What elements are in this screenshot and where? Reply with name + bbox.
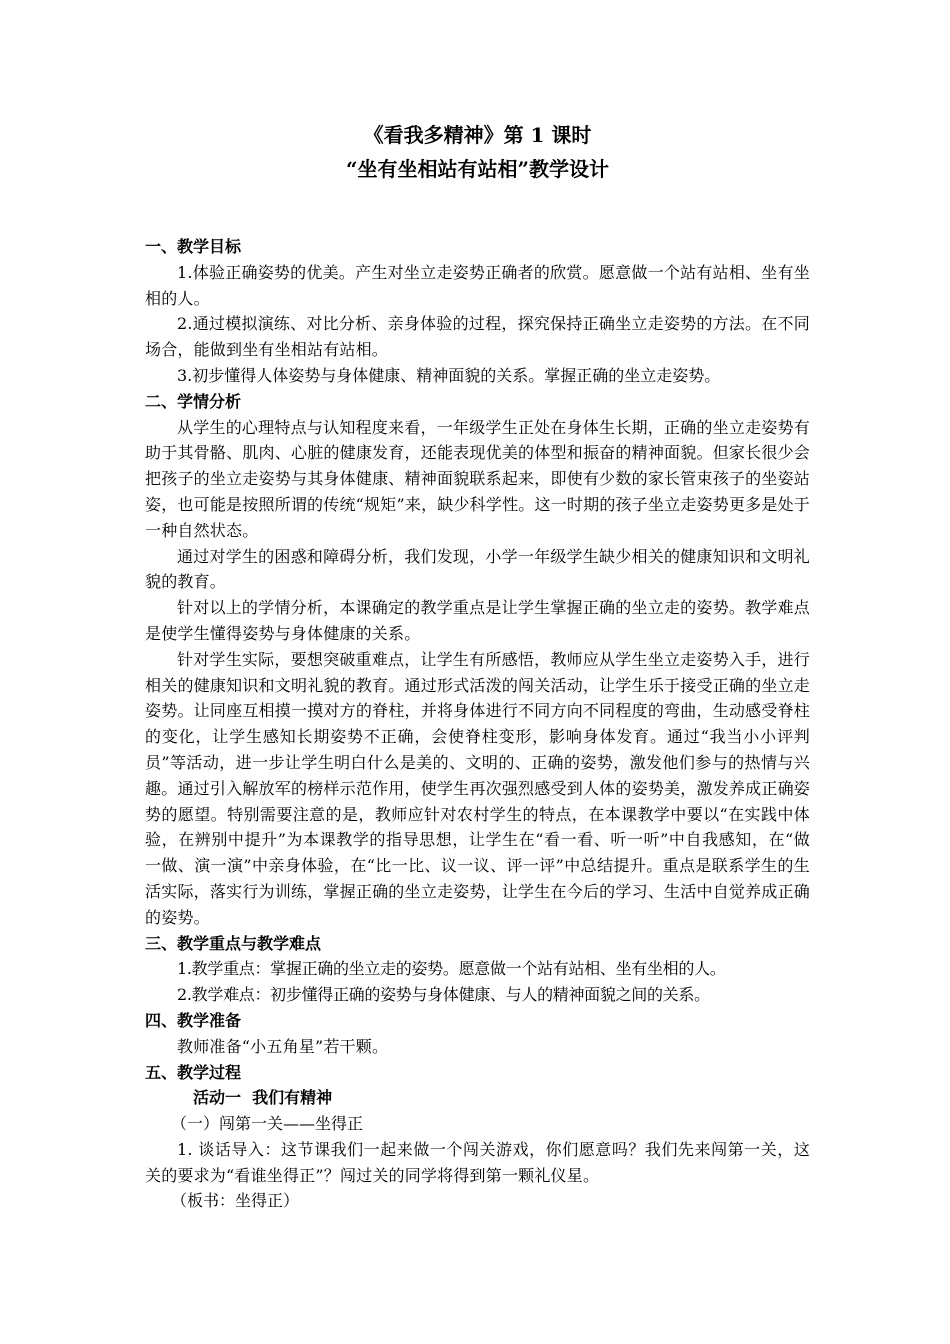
process-paragraph: 1. 谈话导入：这节课我们一起来做一个闯关游戏，你们愿意吗？我们先来闯第一关，这关的要求为“看谁坐得正”？闯过关的同学将得到第一颗礼仪星。 xyxy=(145,1139,810,1185)
preparation-paragraph: 教师准备“小五角星”若干颗。 xyxy=(177,1036,389,1056)
analysis-paragraph: 针对学生实际，要想突破重难点，让学生有所感悟，教师应从学生坐立走姿势入手，进行相关的健康知识和文明礼貌的教育。通过形式活泼的闯关活动，让学生乐于接受正确的坐立走姿势。让同座互相摸一摸对方的脊柱，并将身体进行不同方向不同程度的弯曲，生动感受脊柱的变化，让学生感知长期姿势不正确，会使脊柱变形，影响身体发育。通过“我当小小评判员”等活动，进一步让学生明白什么是美的、文明的、正确的姿势，激发他们参与的热情与兴趣。通过引入解放军的榜样示范作用，使学生再次强烈感受到人体的姿势美，激发养成正确姿势的愿望。特别需要注意的是，教师应针对农村学生的特点，在本课教学中要以“在实践中体验，在辨别中提升”为本课教学的指导思想，让学生在“看一看、听一听”中自我感知，在“做一做、演一演”中亲身体验，在“比一比、议一议、评一评”中总结提升。重点是联系学生的生活实际，落实行为训练，掌握正确的坐立走姿势，让学生在今后的学习、生活中自觉养成正确的姿势。 xyxy=(145,649,810,927)
analysis-paragraph: 通过对学生的困惑和障碍分析，我们发现，小学一年级学生缺少相关的健康知识和文明礼貌的教育。 xyxy=(145,546,810,592)
analysis-paragraph: 针对以上的学情分析，本课确定的教学重点是让学生掌握正确的坐立走的姿势。教学难点是使学生懂得姿势与身体健康的关系。 xyxy=(145,598,810,643)
document-title: 《看我多精神》第 1 课时 xyxy=(363,123,592,147)
title-block xyxy=(145,118,810,186)
section-heading-goals: 一、教学目标 xyxy=(145,237,242,256)
section-heading-key-points: 三、教学重点与教学难点 xyxy=(145,933,322,953)
section-heading-process: 五、教学过程 xyxy=(145,1062,242,1082)
document-page xyxy=(145,118,810,1214)
goal-paragraph: 3.初步懂得人体姿势与身体健康、精神面貌的关系。掌握正确的坐立走姿势。 xyxy=(177,365,721,385)
goal-paragraph: 2.通过模拟演练、对比分析、亲身体验的过程，探究保持正确坐立走姿势的方法。在不同场合，能做到坐有坐相站有站相。 xyxy=(145,314,810,360)
key-point-paragraph: 1.教学重点：掌握正确的坐立走的姿势。愿意做一个站有站相、坐有坐相的人。 xyxy=(177,959,726,979)
document-subtitle: “坐有坐相站有站相”教学设计 xyxy=(345,157,609,181)
activity-title: 活动一 我们有精神 xyxy=(193,1088,333,1108)
section-heading-analysis: 二、学情分析 xyxy=(145,391,242,411)
analysis-paragraph: 从学生的心理特点与认知程度来看，一年级学生正处在身体生长期，正确的坐立走姿势有助于其骨骼、肌肉、心脏的健康发育，还能表现优美的体型和振奋的精神面貌。但家长很少会把孩子的坐立走姿势与其身体健康、精神面貌联系起来，即使有少数的家长管束孩子的坐姿站姿，也可能是按照所谓的传统“规矩”来，缺少科学性。这一时期的孩子坐立走姿势更多是处于一种自然状态。 xyxy=(145,417,810,540)
board-note: （板书：坐得正） xyxy=(171,1191,300,1211)
section-heading-preparation: 四、教学准备 xyxy=(145,1010,242,1030)
difficulty-paragraph: 2.教学难点：初步懂得正确的姿势与身体健康、与人的精神面貌之间的关系。 xyxy=(177,985,710,1005)
step-title: （一）闯第一关——坐得正 xyxy=(171,1114,364,1134)
goal-paragraph: 1.体验正确姿势的优美。产生对坐立走姿势正确者的欣赏。愿意做一个站有站相、坐有坐相的人。 xyxy=(145,262,810,308)
